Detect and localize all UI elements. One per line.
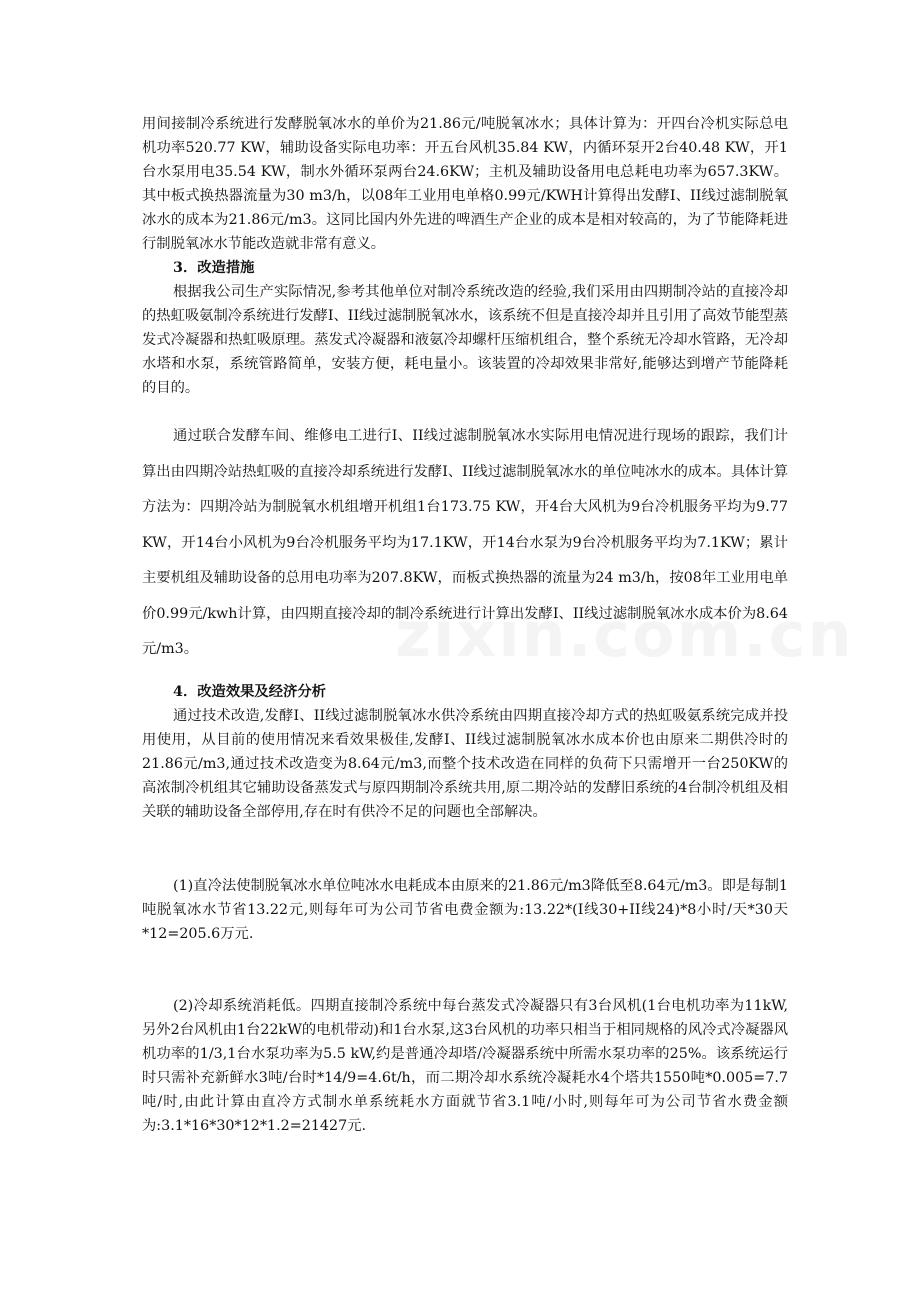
paragraph-tracking-calculation: 通过联合发酵车间、维修电工进行I、II线过滤制脱氧冰水实际用电情况进行现场的跟踪，我们计算出由四期冷站热虹吸的直接冷却系统进行发酵I、II线过滤制脱氧冰水的单位吨冰水的成本。具体计算方法为：四期冷站为制脱氧水机组增开机组1台173.75 KW，开4台大风机为9台冷机服务平均为9.77 KW，开14台小风机为9台冷机服务平均为17.1KW，开14台水泵为9台冷机服务平均为7.1KW；累计主要机组及辅助设备的总用电功率为207.8KW，而板式换热器的流量为24 m3/h，按08年工业用电单价0.99元/kwh计算，由四期直接冷却的制冷系统进行计算出发酵I、II线过滤制脱氧冰水成本价为8.64元/m3。 (142, 428, 789, 657)
section-heading-measures: 3．改造措施 (173, 260, 255, 276)
paragraph-water-savings: (2)冷却系统消耗低。四期直接制冷系统中每台蒸发式冷凝器只有3台风机(1台电机功率为11kW,另外2台风机由1台22kW的电机带动)和1台水泵,这3台风机的功率只相当于相同规格的风冷式冷凝器风机功率的1/3,1台水泵功率为5.5 kW,约是普通冷却塔/冷凝器系统中所需水泵功率的25%。该系统运行时只需补充新鲜水3吨/台时*14/9=4.6t/h，而二期冷却水系统冷凝耗水4个塔共1550吨*0.005=7.7吨/时,由此计算由直冷方式制水单系统耗水方面就节省3.1吨/小时,则每年可为公司节省水费金额为:3.1*16*30*12*1.2=21427元. (142, 998, 788, 1134)
paragraph-cost-calculation: 用间接制冷系统进行发酵脱氧冰水的单价为21.86元/吨脱氧冰水；具体计算为：开四台冷机实际总电机功率520.77 KW，辅助设备实际电功率：开五台风机35.84 KW，内循环泵开2台40.48 KW，开1台水泵用电35.54 KW，制水外循环泵两台24.6KW；主机及辅助设备用电总耗电功率为657.3KW。其中板式换热器流量为30 m3/h，以08年工业用电单格0.99元/KWH计算得出发酵I、II线过滤制脱氧冰水的成本为21.86元/m3。这同比国内外先进的啤酒生产企业的成本是相对较高的，为了节能降耗进行制脱氧冰水节能改造就非常有意义。 (142, 116, 788, 252)
paragraph-measures: 根据我公司生产实际情况,参考其他单位对制冷系统改造的经验,我们采用由四期制冷站的直接冷却的热虹吸氨制冷系统进行发酵I、II线过滤制脱氧冰水，该系统不但是直接冷却并且引用了高效节能型蒸发式冷凝器和热虹吸原理。蒸发式冷凝器和液氨冷却螺杆压缩机组合，整个系统无冷却水管路，无冷却水塔和水泵，系统管路简单，安装方便，耗电量小。该装置的冷却效果非常好,能够达到增产节能降耗的目的。 (142, 284, 789, 396)
paragraph-effects: 通过技术改造,发酵I、II线过滤制脱氧冰水供冷系统由四期直接冷却方式的热虹吸氨系统完成并投用使用，从目前的使用情况来看效果极佳,发酵I、II线过滤制脱氧冰水成本价也由原来二期供冷时的21.86元/m3,通过技术改造变为8.64元/m3,而整个技术改造在同样的负荷下只需增开一台250KW的高浓制冷机组其它辅助设备蒸发式与原四期制冷系统共用,原二期冷站的发酵旧系统的4台制冷机组及相关联的辅助设备全部停用,存在时有供冷不足的问题也全部解决。 (142, 708, 788, 820)
paragraph-electricity-savings: (1)直冷法使制脱氧冰水单位吨冰水电耗成本由原来的21.86元/m3降低至8.64元/m3。即是每制1吨脱氧冰水节省13.22元,则每年可为公司节省电费金额为:13.22*(I线30+II线24)*8小时/天*30天*12=205.6万元. (142, 878, 788, 942)
section-heading-effects: 4．改造效果及经济分析 (173, 684, 326, 700)
